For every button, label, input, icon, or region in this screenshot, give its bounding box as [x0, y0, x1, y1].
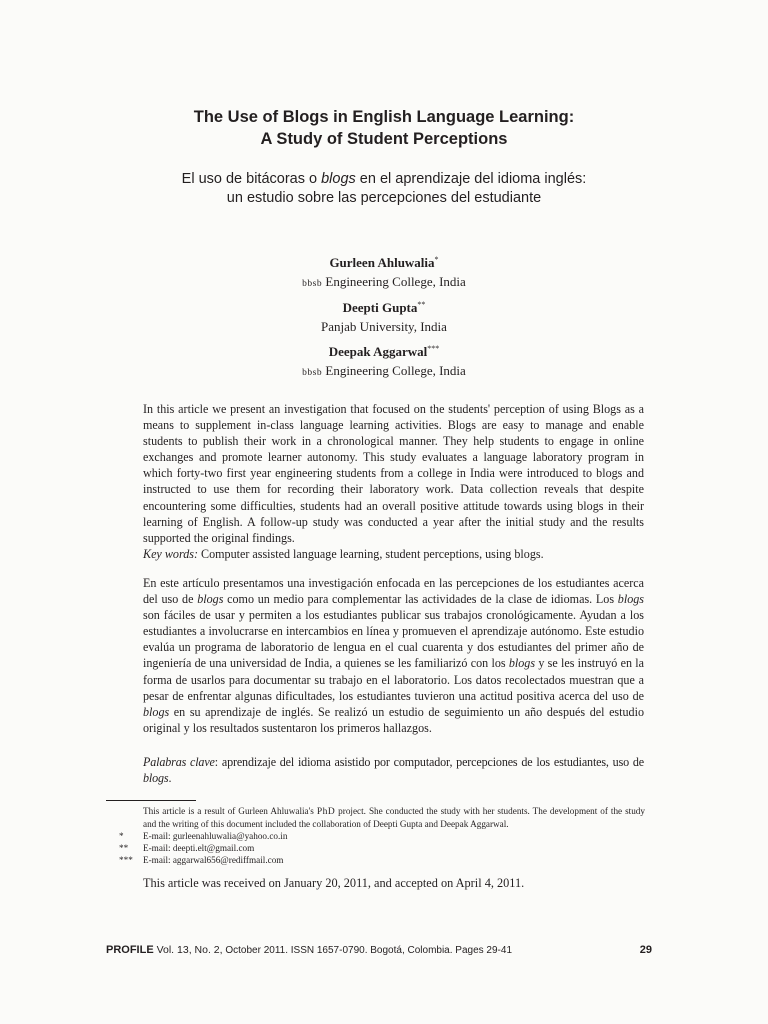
spanish-keywords-label: Palabras clave: [143, 755, 215, 769]
title-line-1: The Use of Blogs in English Language Learning:: [193, 108, 575, 126]
footnote-mark: **: [417, 299, 426, 309]
author-block: [0, 250, 768, 384]
spanish-keywords: Palabras clave: aprendizaje del idioma asistido por computador, percepciones de los estudiantes, uso de blogs.: [143, 755, 644, 786]
title-line-2: A Study of Student Perceptions: [260, 130, 508, 148]
author-affiliation: Panjab University, India: [321, 318, 447, 334]
abstract-text: In this article we present an investigation that focused on the students' perception of using Blogs as a means to supplement in-class language learning activities. Blogs are easy to manage and enable students to publish their work in a chronological manner. They help students to engage in online exchanges and promote learner autonomy. This study evaluates a language laboratory program in which forty-two first year engineering students from a college in India were introduced to blogs and instructed to use them for recording their laboratory work. Data collection reveals that despite encountering some difficulties, students had an overall positive attitude towards using blogs in their learning of English. A follow-up study was conducted a year after the initial study and the results supported the original findings.: [143, 402, 644, 545]
footnotes: [119, 805, 645, 866]
page-footer: [106, 942, 652, 958]
spanish-title-text: El uso de bitácoras o: [181, 171, 322, 187]
journal-volume: Vol. 13, No. 2,: [153, 944, 223, 956]
abstract: [143, 401, 644, 546]
footnote-email: *** E-mail: aggarwal656@rediffmail.com: [119, 855, 284, 865]
spanish-abstract: [143, 575, 644, 736]
spanish-title-emphasis: blogs: [321, 171, 356, 187]
footnote-email: ** E-mail: deepti.elt@gmail.com: [119, 843, 255, 853]
author-affiliation: bbsb Engineering College, India: [302, 363, 466, 379]
author-name: Deepak Aggarwal***: [328, 344, 440, 360]
spanish-title: [0, 170, 768, 208]
journal-name: PROFILE: [106, 944, 154, 956]
author-name: Deepti Gupta**: [342, 299, 426, 315]
footnote-mark: ***: [427, 344, 440, 354]
journal-details: October 2011. ISSN 1657-0790. Bogotá, Colombia. Pages 29-41: [222, 945, 513, 956]
spanish-title-text: en el aprendizaje del idioma inglés:: [355, 171, 587, 187]
article-title: [0, 106, 768, 150]
received-note: This article was received on January 20, 2011, and accepted on April 4, 2011.: [143, 876, 525, 890]
spanish-keywords-text: : aprendizaje del idioma asistido por computador, percepciones de los estudiantes, uso de: [214, 755, 644, 769]
author-affiliation: bbsb Engineering College, India: [302, 274, 466, 290]
keywords-text: Computer assisted language learning, student perceptions, using blogs.: [197, 547, 544, 561]
footnote-intro: This article is a result of Gurleen Ahluwalia's PhD project. She conducted the study with her students. The development of the study and the writing of this document included the collaboration of Deepti Gupta and Deepak Aggarwal.: [143, 806, 645, 829]
keywords-label: Key words:: [143, 547, 198, 561]
spanish-title-line-1: [0, 170, 768, 189]
spanish-title-line-2: un estudio sobre las percepciones del estudiante: [226, 190, 542, 206]
footnote-divider: [106, 800, 196, 801]
spanish-abstract-text: En este artículo presentamos una investigación enfocada en las percepciones de los estudiantes acerca del uso de blogs como un medio para complementar las actividades de la clase de idiomas. Los blogs son fáciles de usar y permiten a los estudiantes publicar sus trabajos cronológicamente. Ayudan a los estudiantes a involucrarse en intercambios en línea y promueven el aprendizaje autónomo. Este estudio evalúa un programa de laboratorio de lengua en el cual cuarenta y dos estudiantes del primer año de ingeniería de una universidad de India, a quienes se les familiarizó con los blogs y se les instruyó en la forma de usarlos para documentar su trabajo en el laboratorio. Los datos recolectados muestran que a pesar de enfrentar algunas dificultades, los estudiantes tuvieron una actitud positiva acerca del uso de blogs en su aprendizaje de inglés. Se realizó un estudio de seguimiento un año después del estudio original y los resultados sustentaron los primeros hallazgos.: [143, 576, 645, 735]
page-number: 29: [639, 944, 652, 956]
author-name: Gurleen Ahluwalia*: [329, 255, 439, 270]
footnote-email: * E-mail: gurleenahluwalia@yahoo.co.in: [119, 831, 288, 841]
footnote-mark: *: [434, 255, 439, 264]
keywords: [143, 546, 644, 562]
